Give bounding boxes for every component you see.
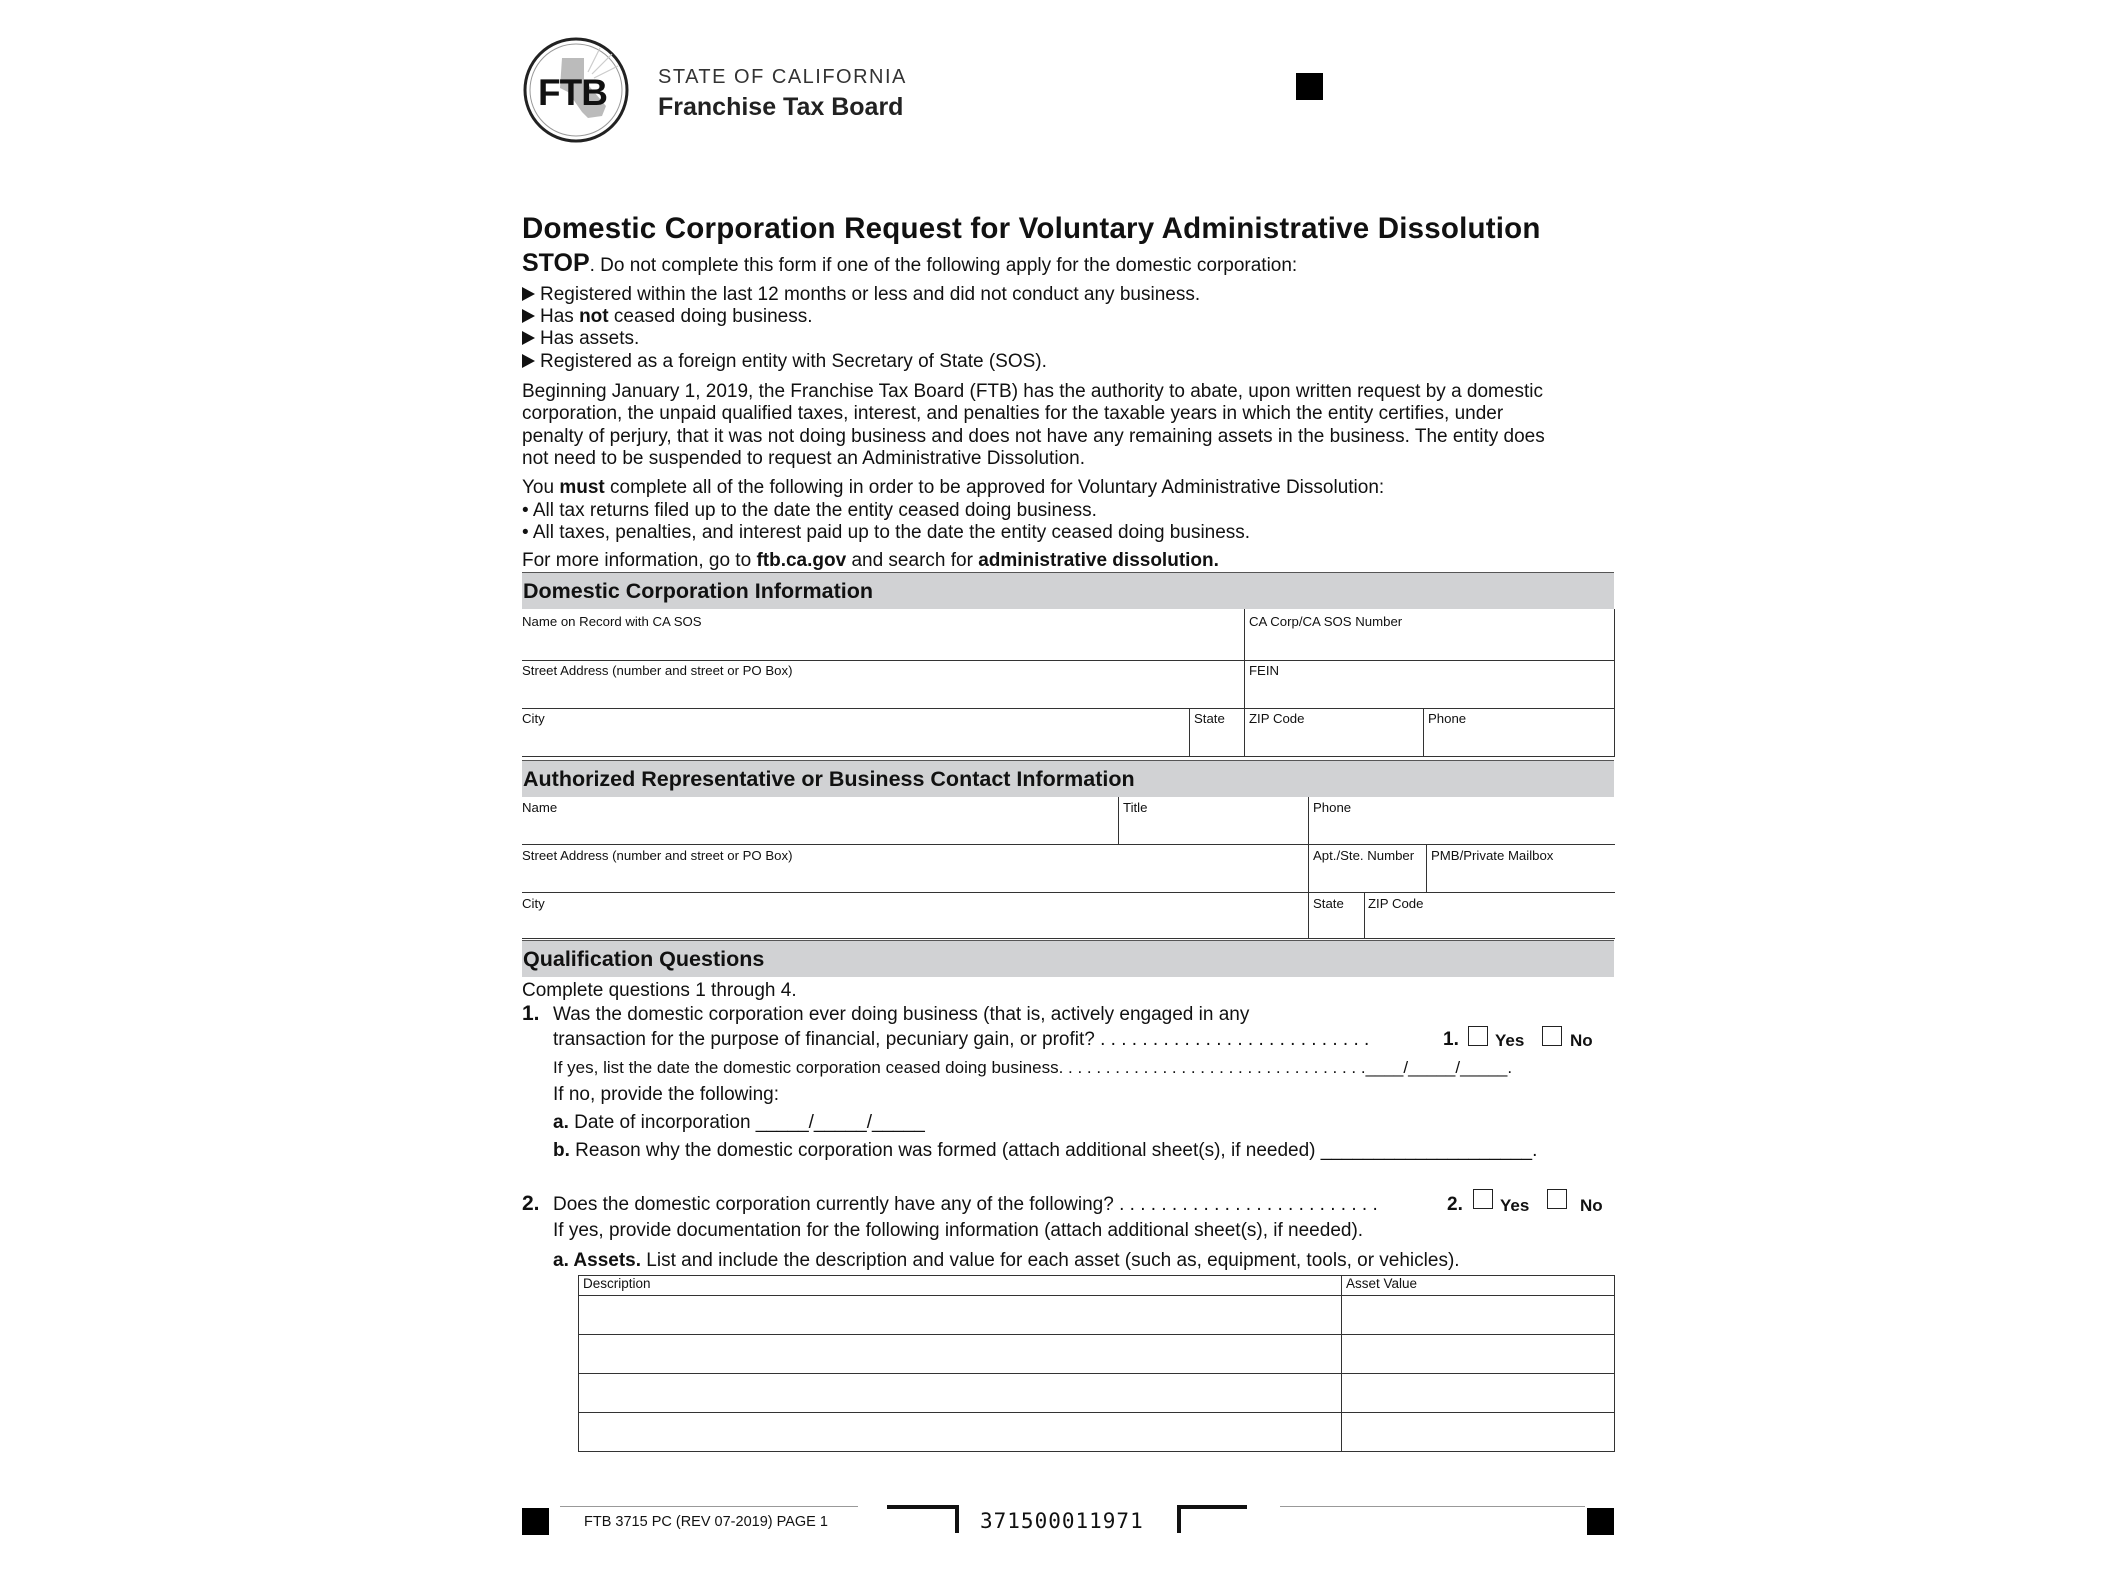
triangle-bullet-icon: [522, 354, 535, 368]
asset-value-cell[interactable]: [1342, 1374, 1615, 1413]
table-row: [579, 1335, 1615, 1374]
asset-description-cell[interactable]: [579, 1296, 1342, 1335]
q2-yes-checkbox[interactable]: [1473, 1189, 1493, 1209]
requirements-text: You must complete all of the following in order to be approved for Voluntary Administrative Dissolution:: [522, 477, 1385, 498]
registration-mark: [1296, 73, 1323, 100]
q1-line-1: Was the domestic corporation ever doing business (that is, actively engaged in any: [553, 1004, 1250, 1025]
rep-apt-field[interactable]: Apt./Ste. Number: [1313, 848, 1415, 863]
questions-intro: Complete questions 1 through 4.: [522, 980, 797, 1001]
asset-table: [578, 1275, 1615, 1452]
corp-street-field[interactable]: Street Address (number and street or PO Box): [522, 663, 793, 678]
para1-line-1: Beginning January 1, 2019, the Franchise Tax Board (FTB) has the authority to abate, upon written request by a domestic: [522, 381, 1543, 402]
para1-line-2: corporation, the unpaid qualified taxes, interest, and penalties for the taxable years in which the entity certifies, under: [522, 403, 1504, 424]
barcode-corner: [887, 1505, 957, 1509]
registration-mark: [1587, 1508, 1614, 1535]
asset-description-header: Description: [579, 1276, 1342, 1296]
q1-ref: 1.: [1443, 1029, 1459, 1050]
stop-text: . Do not complete this form if one of the following apply for the domestic corporation:: [589, 255, 1298, 276]
corp-number-field[interactable]: CA Corp/CA SOS Number: [1249, 614, 1403, 629]
q1-yes-label: Yes: [1495, 1031, 1525, 1050]
asset-value-cell[interactable]: [1342, 1296, 1615, 1335]
requirement-2: • All taxes, penalties, and interest paid up to the date the entity ceased doing business.: [522, 522, 1251, 543]
state-label: STATE OF CALIFORNIA: [658, 66, 907, 88]
registration-mark: [522, 1508, 549, 1535]
asset-description-cell[interactable]: [579, 1335, 1342, 1374]
q1-line-2: transaction for the purpose of financial, pecuniary gain, or profit? . . . . . . . . . . . . . . . . . . . . . . . . . .: [553, 1029, 1370, 1050]
stop-bullet-4: Registered as a foreign entity with Secretary of State (SOS).: [522, 351, 1047, 374]
triangle-bullet-icon: [522, 287, 535, 301]
table-row: [579, 1296, 1615, 1335]
rep-zip-field[interactable]: ZIP Code: [1368, 896, 1424, 911]
asset-value-cell[interactable]: [1342, 1413, 1615, 1452]
corp-fein-field[interactable]: FEIN: [1249, 663, 1280, 678]
triangle-bullet-icon: [522, 309, 535, 323]
q2-no-label: No: [1580, 1196, 1603, 1215]
table-row: [579, 1374, 1615, 1413]
barcode-corner: [955, 1505, 959, 1533]
stop-bullet-1: Registered within the last 12 months or less and did not conduct any business.: [522, 284, 1200, 307]
website-link[interactable]: ftb.ca.gov: [756, 550, 847, 571]
rep-city-field[interactable]: City: [522, 896, 545, 911]
page-title: Domestic Corporation Request for Voluntary Administrative Dissolution: [522, 212, 1541, 245]
para1-line-3: penalty of perjury, that it was not doing business and does not have any remaining assets in the business. The entity does: [522, 426, 1545, 447]
agency-name: [658, 66, 907, 122]
q2-yes-label: Yes: [1500, 1196, 1530, 1215]
section-qualification: Qualification Questions: [522, 940, 1614, 977]
q1-if-no: If no, provide the following:: [553, 1084, 780, 1105]
stop-label: STOP: [522, 249, 590, 277]
corp-name-field[interactable]: Name on Record with CA SOS: [522, 614, 702, 629]
q1a-incorporation-date[interactable]: a. Date of incorporation _____/_____/_____: [553, 1112, 925, 1133]
q2-if-yes: If yes, provide documentation for the following information (attach additional sheet(s), if needed).: [553, 1220, 1364, 1241]
corp-zip-field[interactable]: ZIP Code: [1249, 711, 1305, 726]
triangle-bullet-icon: [522, 331, 535, 345]
rep-title-field[interactable]: Title: [1123, 800, 1148, 815]
rep-name-field[interactable]: Name: [522, 800, 558, 815]
q1-yes-checkbox[interactable]: [1468, 1026, 1488, 1046]
more-info: For more information, go to ftb.ca.gov and search for administrative dissolution.: [522, 550, 1219, 571]
asset-value-header: Asset Value: [1342, 1276, 1615, 1296]
q1-no-label: No: [1570, 1031, 1593, 1050]
asset-description-cell[interactable]: [579, 1413, 1342, 1452]
rep-state-field[interactable]: State: [1313, 896, 1344, 911]
agency-label: Franchise Tax Board: [658, 93, 904, 121]
asset-table-header: [579, 1276, 1615, 1296]
barcode-corner: [1177, 1505, 1181, 1533]
q2-ref: 2.: [1447, 1194, 1463, 1215]
q1-number: 1.: [522, 1002, 540, 1025]
q2-no-checkbox[interactable]: [1547, 1189, 1567, 1209]
logo-text: FTB: [538, 72, 607, 113]
rep-street-field[interactable]: Street Address (number and street or PO Box): [522, 848, 793, 863]
asset-value-cell[interactable]: [1342, 1335, 1615, 1374]
asset-description-cell[interactable]: [579, 1374, 1342, 1413]
q1-if-yes[interactable]: If yes, list the date the domestic corporation ceased doing business. . . . . . . . . . . . . . . . . . . . . . . . . . . . . . . . .____/_____/_____.: [553, 1058, 1513, 1077]
corp-city-field[interactable]: City: [522, 711, 545, 726]
rep-phone-field[interactable]: Phone: [1313, 800, 1352, 815]
stop-bullet-2: Has not ceased doing business.: [522, 306, 813, 329]
corp-phone-field[interactable]: Phone: [1428, 711, 1467, 726]
q2-number: 2.: [522, 1192, 540, 1215]
stop-bullet-3: Has assets.: [522, 328, 639, 351]
para1-line-4: not need to be suspended to request an Administrative Dissolution.: [522, 448, 1085, 469]
barcode-number: 371500011971: [980, 1509, 1144, 1533]
q2a-assets: a. Assets. List and include the description and value for each asset (such as, equipment, tools, or vehicles).: [553, 1250, 1460, 1271]
table-row: [579, 1413, 1615, 1452]
corp-state-field[interactable]: State: [1194, 711, 1225, 726]
stop-notice: [522, 249, 1298, 278]
form-id: FTB 3715 PC (REV 07-2019) PAGE 1: [584, 1514, 828, 1530]
q1-no-checkbox[interactable]: [1542, 1026, 1562, 1046]
section-rep-info: Authorized Representative or Business Contact Information: [522, 760, 1614, 797]
section-corp-info: Domestic Corporation Information: [522, 572, 1614, 609]
barcode-corner: [1177, 1505, 1247, 1509]
q2-text: Does the domestic corporation currently have any of the following? . . . . . . . . . . . . . . . . . . . . . . . . .: [553, 1194, 1378, 1215]
rep-pmb-field[interactable]: PMB/Private Mailbox: [1431, 848, 1554, 863]
requirement-1: • All tax returns filed up to the date the entity ceased doing business.: [522, 500, 1097, 521]
q1b-reason[interactable]: b. Reason why the domestic corporation was formed (attach additional sheet(s), if needed) ____________________.: [553, 1140, 1538, 1161]
